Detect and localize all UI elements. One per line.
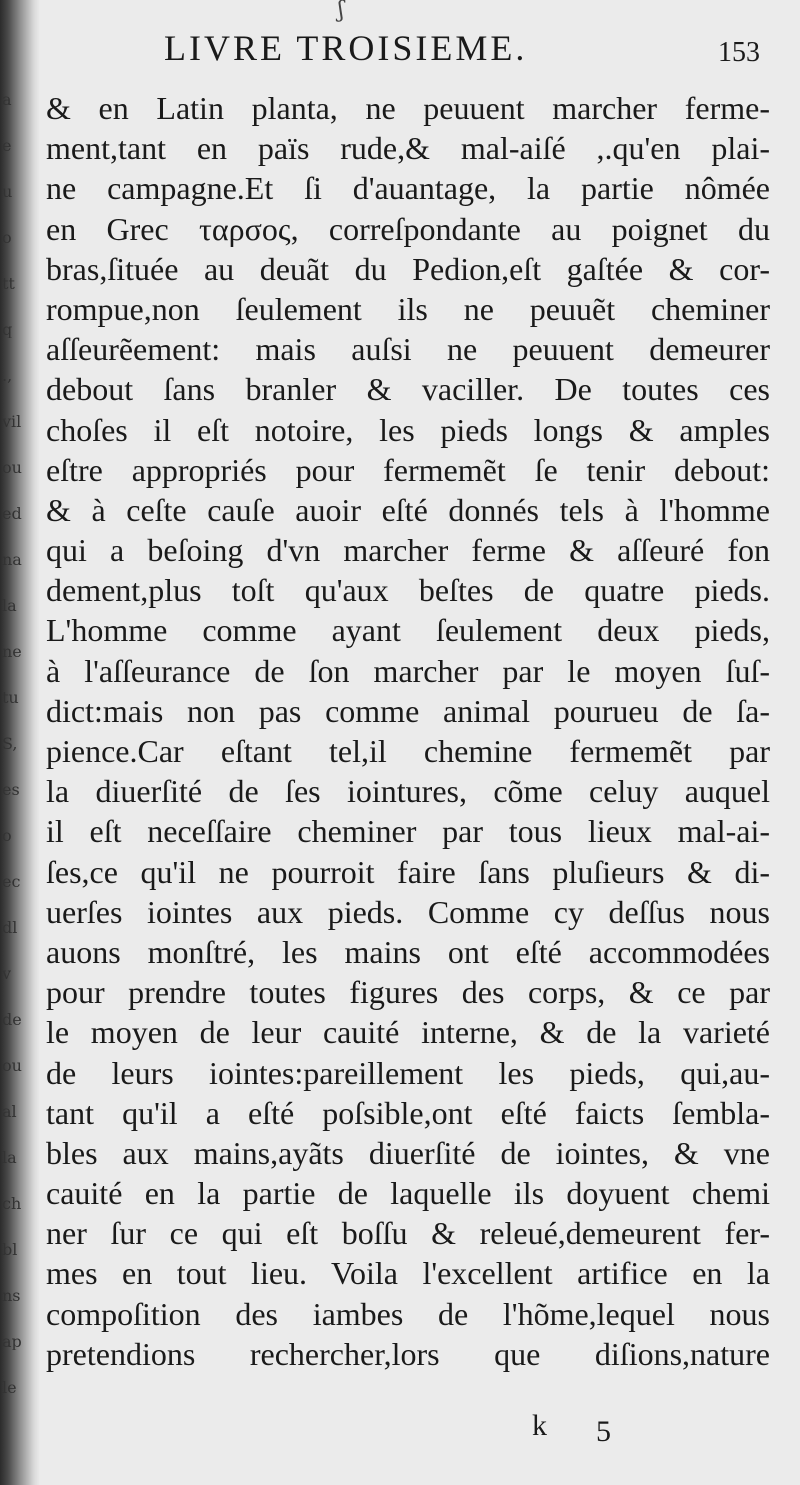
text-line: la diuerſité de ſes iointures, cõme celuy auquel <box>46 773 770 810</box>
text-line: ner ſur ce qui eſt boſſu & releué,demeurent fer- <box>46 1215 770 1252</box>
bleed-fragment: la <box>2 598 17 614</box>
facing-page-edge <box>0 0 36 1485</box>
text-line: debout ſans branler & vaciller. De toutes ces <box>46 371 770 408</box>
bleed-fragment: ., <box>2 368 13 384</box>
bleed-fragment: le <box>2 1380 17 1396</box>
bleed-fragment: la <box>2 1150 17 1166</box>
body-text <box>46 88 770 1374</box>
text-line: ſes,ce qu'il ne pourroit faire ſans pluſieurs & di- <box>46 853 770 890</box>
text-line: auons monſtré, les mains ont eſté accommodées <box>46 933 770 970</box>
bleed-fragment: ne <box>2 644 22 660</box>
bleed-fragment: ed <box>2 506 22 522</box>
text-line: rompue,non ſeulement ils ne peuuẽt cheminer <box>46 290 770 327</box>
text-line: pour prendre toutes figures des corps, & ce par <box>46 974 770 1011</box>
text-line: ment,tant en païs rude,& mal-aiſé ,.qu'en plai- <box>46 130 770 167</box>
text-line: à l'aſſeurance de ſon marcher par le moyen ſuſ- <box>46 652 770 689</box>
bleed-fragment: ch <box>2 1196 22 1212</box>
text-line: aſſeurẽement: mais auſsi ne peuuent demeurer <box>46 331 770 368</box>
bleed-fragment: de <box>2 1012 22 1028</box>
bleed-fragment: ou <box>2 1058 22 1074</box>
signature-mark: k <box>532 1409 547 1442</box>
bleed-fragment: na <box>2 552 22 568</box>
text-line: bles aux mains,ayãts diuerſité de iointes, & vne <box>46 1134 770 1171</box>
bleed-fragment: ap <box>2 1334 22 1350</box>
text-line: ne campagne.Et ſi d'auantage, la partie nômée <box>46 170 770 207</box>
bleed-fragment: es <box>2 782 20 798</box>
bleed-fragment: tu <box>2 690 19 706</box>
bleed-fragment: dl <box>2 920 18 936</box>
page-footer <box>520 1408 640 1448</box>
bleed-fragment: ns <box>2 1288 21 1304</box>
page-number: 153 <box>718 37 760 68</box>
printer-mark-icon: ʃ <box>338 0 344 23</box>
text-line: compoſition des iambes de l'hõme,lequel nous <box>46 1295 770 1332</box>
bleed-fragment: q <box>2 322 13 338</box>
text-line: tant qu'il a eſté poſsible,ont eſté faicts ſembla- <box>46 1094 770 1131</box>
running-head: LIVRE TROISIEME. <box>164 28 528 68</box>
text-line: pience.Car eſtant tel,il chemine fermemẽt par <box>46 733 770 769</box>
bleed-fragment: tt <box>2 276 15 292</box>
text-line: le moyen de leur cauité interne, & de la varieté <box>46 1014 770 1051</box>
bleed-fragment: ou <box>2 460 22 476</box>
text-line: pretendions rechercher,lors que diſions,nature <box>46 1335 770 1372</box>
bleed-fragment: al <box>2 1104 17 1120</box>
text-line: dict:mais non pas comme animal pourueu de ſa- <box>46 692 770 729</box>
page-header <box>140 24 760 68</box>
text-line: choſes il eſt notoire, les pieds longs & amples <box>46 411 770 448</box>
text-line: qui a beſoing d'vn marcher ferme & aſſeuré fon <box>46 532 770 569</box>
bleed-fragment: ec <box>2 874 21 890</box>
bleed-fragment: S, <box>2 736 18 752</box>
text-line: dement,plus toſt qu'aux beſtes de quatre pieds. <box>46 572 770 609</box>
text-line: & à ceſte cauſe auoir eſté donnés tels à l'homme <box>46 491 770 528</box>
text-line: de leurs iointes:pareillement les pieds, qui,au- <box>46 1054 770 1091</box>
text-line: & en Latin planta, ne peuuent marcher ferme- <box>46 90 770 126</box>
text-line: uerſes iointes aux pieds. Comme cy deſſus nous <box>46 893 770 930</box>
bleed-fragment: u <box>2 184 13 200</box>
text-line: L'homme comme ayant ſeulement deux pieds, <box>46 612 770 649</box>
bleed-fragment: bl <box>2 1242 18 1258</box>
bleed-fragment: o <box>2 230 12 246</box>
text-line: bras,ſituée au deuãt du Pedion,eſt gaſtée & cor- <box>46 250 770 287</box>
bleed-fragment: vil <box>2 414 22 430</box>
text-line: cauité en la partie de laquelle ils doyuent chemi <box>46 1175 770 1212</box>
text-line: mes en tout lieu. Voila l'excellent artifice en la <box>46 1255 770 1292</box>
bleed-fragment: e <box>2 138 12 154</box>
bleed-fragment: o <box>2 828 12 844</box>
bleed-fragment: a <box>2 92 12 108</box>
text-line: eſtre appropriés pour fermemẽt ſe tenir debout: <box>46 451 770 488</box>
bleed-fragment: v <box>2 966 12 982</box>
catchword: 5 <box>596 1415 611 1448</box>
text-line: en Grec ταρσος, correſpondante au poignet du <box>46 210 770 247</box>
text-line: il eſt neceſſaire cheminer par tous lieux mal-ai- <box>46 813 770 850</box>
